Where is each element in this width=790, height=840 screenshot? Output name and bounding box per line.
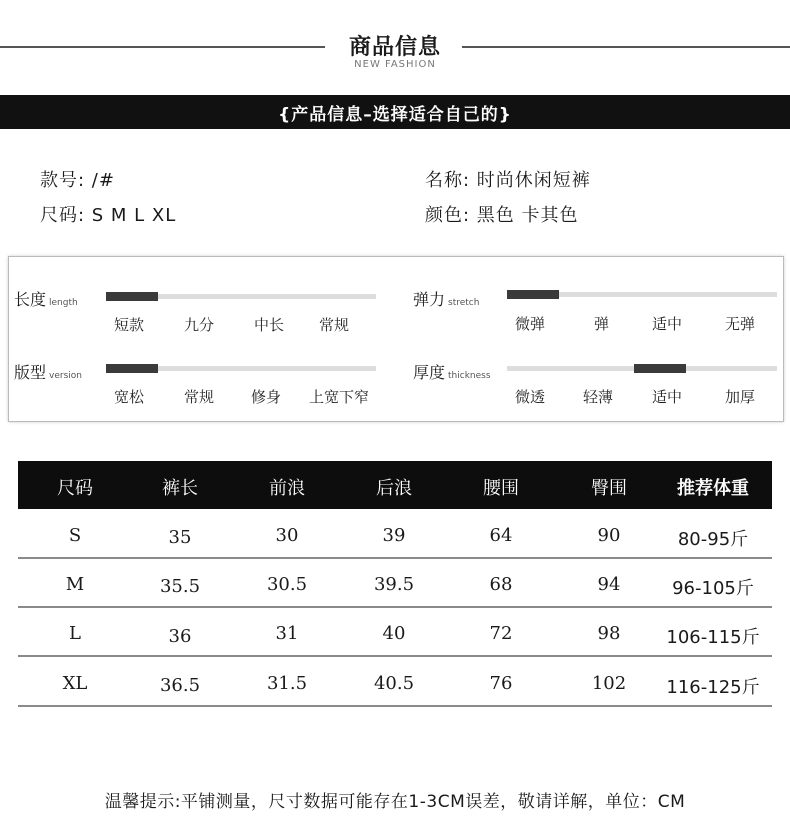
table-cell: 96-105斤	[672, 578, 754, 599]
attr-option: 常规	[319, 316, 350, 334]
table-cell: 40.5	[373, 673, 415, 694]
table-row-divider	[18, 557, 772, 559]
table-cell: XL	[62, 673, 88, 694]
table-cell: 35.5	[159, 576, 201, 597]
attr-option: 中长	[254, 316, 285, 334]
table-cell: 30	[275, 525, 299, 546]
attr-option: 适中	[652, 388, 683, 406]
section-banner: {产品信息–选择适合自己的}	[0, 95, 790, 129]
attr-option: 微透	[515, 388, 546, 406]
color-list: 颜色: 黑色 卡其色	[425, 205, 579, 226]
table-cell: S	[68, 525, 82, 546]
size-list: 尺码: S M L XL	[40, 205, 177, 226]
table-header-cell: 臀围	[591, 478, 627, 499]
table-cell: 30.5	[266, 574, 308, 595]
table-row-divider	[18, 705, 772, 707]
attr-option: 九分	[184, 316, 215, 334]
attr-option: 轻薄	[583, 388, 614, 406]
table-cell: 40	[382, 623, 406, 644]
attr-option: 弹	[594, 315, 610, 333]
style-number: 款号: /#	[40, 170, 115, 191]
attr-option: 适中	[652, 315, 683, 333]
table-cell: 68	[489, 574, 513, 595]
attr-marker-thickness	[634, 364, 686, 373]
table-row-divider	[18, 606, 772, 608]
page-subtitle: NEW FASHION	[354, 59, 436, 70]
table-cell: L	[69, 623, 81, 644]
size-table-header	[18, 461, 772, 509]
table-cell: 98	[597, 623, 621, 644]
attr-label-version: 版型 version	[14, 363, 82, 382]
table-cell: 106-115斤	[666, 627, 760, 648]
table-cell: 31.5	[266, 673, 308, 694]
table-cell: 64	[489, 525, 513, 546]
table-cell: 116-125斤	[666, 677, 760, 698]
table-row-divider	[18, 655, 772, 657]
table-cell: 94	[597, 574, 621, 595]
attr-marker-stretch	[507, 290, 559, 299]
table-cell: 35	[168, 527, 192, 548]
table-header-cell: 推荐体重	[677, 478, 749, 499]
table-header-cell: 腰围	[483, 478, 519, 499]
attr-marker-version	[106, 364, 158, 373]
attr-option: 修身	[251, 388, 282, 406]
attr-label-length: 长度 length	[14, 290, 78, 309]
table-cell: 39	[382, 525, 406, 546]
table-cell: 90	[597, 525, 621, 546]
table-header-cell: 尺码	[57, 478, 93, 499]
attr-option: 常规	[184, 388, 215, 406]
table-cell: 102	[591, 673, 627, 694]
page-title: 商品信息	[348, 35, 441, 60]
attr-option: 微弹	[515, 315, 546, 333]
table-cell: 72	[489, 623, 513, 644]
table-cell: 80-95斤	[677, 529, 749, 550]
attr-label-stretch: 弹力 stretch	[413, 290, 480, 309]
attr-option: 上宽下窄	[309, 388, 370, 406]
measurement-note: 温馨提示:平铺测量，尺寸数据可能存在1-3CM误差，敬请详解，单位：CM	[104, 792, 686, 812]
attr-option: 宽松	[114, 388, 145, 406]
product-name: 名称: 时尚休闲短裤	[425, 170, 591, 191]
table-header-cell: 后浪	[376, 478, 412, 499]
table-cell: 31	[275, 623, 299, 644]
attr-option: 短款	[114, 316, 145, 334]
attr-option: 加厚	[725, 388, 756, 406]
attr-marker-length	[106, 292, 158, 301]
table-header-cell: 前浪	[269, 478, 305, 499]
table-cell: 39.5	[373, 574, 415, 595]
attr-label-thickness: 厚度 thickness	[413, 363, 491, 382]
table-cell: M	[65, 574, 85, 595]
table-cell: 36.5	[159, 675, 201, 696]
table-header-cell: 裤长	[162, 478, 198, 499]
attr-option: 无弹	[725, 315, 756, 333]
table-cell: 76	[489, 673, 513, 694]
table-cell: 36	[168, 626, 192, 647]
